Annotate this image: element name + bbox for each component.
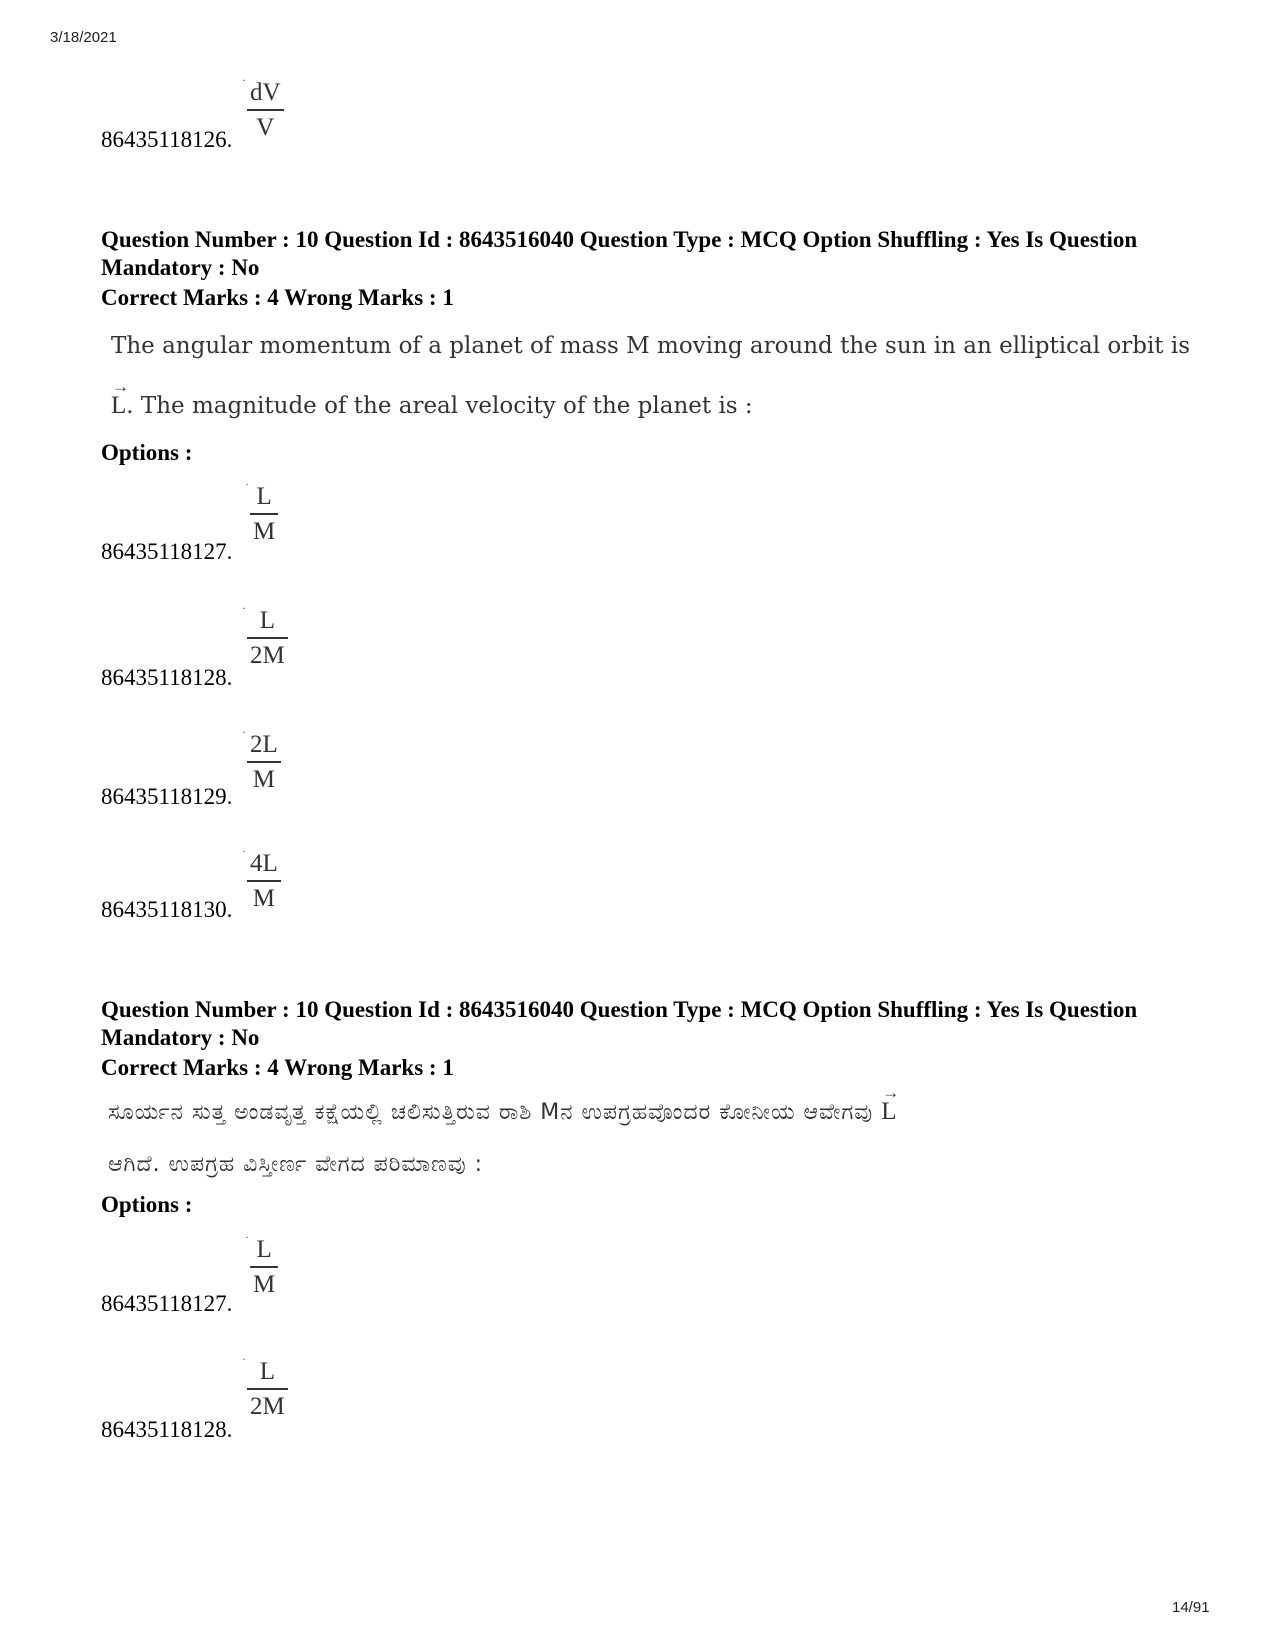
fraction-denominator: M [253,518,276,545]
option-fraction [245,477,278,545]
option-id: 86435118129. [101,784,233,809]
option-fraction [242,601,288,669]
option-id: 86435118126. [101,127,233,152]
question-marks: Correct Marks : 4 Wrong Marks : 1 [101,285,454,310]
dot-mark: · [242,725,246,739]
vector-symbol: → L [881,1086,897,1138]
fraction-numerator: 2L [250,731,278,758]
fraction-denominator: M [253,1271,276,1298]
option-fraction [242,1352,288,1420]
fraction-denominator: M [252,885,275,912]
question-text [108,1086,1183,1191]
question-text [111,317,1191,436]
fraction-numerator: 4L [250,850,278,877]
fraction-numerator: L [256,483,272,510]
fraction-denominator: 2M [250,642,285,669]
fraction-numerator: L [259,607,275,634]
fraction-denominator: V [256,114,275,141]
fraction-numerator: L [256,1236,272,1263]
option-fraction [242,725,281,793]
option-fraction [242,73,284,141]
dot-mark: · [245,477,249,491]
options-label: Options : [101,440,193,465]
option-id: 86435118127. [101,539,233,564]
page-date: 3/18/2021 [50,29,117,46]
option-id: 86435118128. [101,1417,233,1442]
question-marks: Correct Marks : 4 Wrong Marks : 1 [101,1055,454,1080]
option-fraction [242,844,281,912]
page-number: 14/91 [1172,1599,1210,1616]
dot-mark: · [242,1352,246,1366]
fraction-numerator: dV [250,79,281,106]
dot-mark: · [245,1230,249,1244]
dot-mark: · [242,844,246,858]
dot-mark: · [242,73,246,87]
fraction-denominator: 2M [250,1393,285,1420]
question-text-part-b: . The magnitude of the areal velocity of the planet is : [126,393,753,419]
option-id: 86435118130. [101,897,233,922]
question-header: Question Number : 10 Question Id : 8643516040 Question Type : MCQ Option Shuffling : Yes Is Question Mandatory : No [101,997,1138,1050]
fraction-numerator: L [259,1358,275,1385]
options-label: Options : [101,1192,193,1217]
option-id: 86435118128. [101,665,233,690]
fraction-denominator: M [252,766,275,793]
vector-symbol: → L [111,376,126,435]
question-text-part-b: ಆಗಿದೆ. ಉಪಗ್ರಹ ವಿಸ್ತೀರ್ಣ ವೇಗದ ಪರಿಮಾಣವು : [108,1152,484,1177]
dot-mark: · [242,601,246,615]
question-header: Question Number : 10 Question Id : 8643516040 Question Type : MCQ Option Shuffling : Yes Is Question Mandatory : No [101,227,1138,280]
option-id: 86435118127. [101,1291,233,1316]
question-text-part-a: The angular momentum of a planet of mass M moving around the sun in an elliptical orbit is [111,333,1191,359]
option-fraction [245,1230,278,1298]
question-text-part-a: ಸೂರ್ಯನ ಸುತ್ತ ಅಂಡವೃತ್ತ ಕಕ್ಷೆಯಲ್ಲಿ ಚಲಿಸುತ್ತಿರುವ ರಾಶಿ Mನ ಉಪಗ್ರಹವೊಂದರ ಕೋನೀಯ ಆವೇಗವು [108,1100,874,1125]
